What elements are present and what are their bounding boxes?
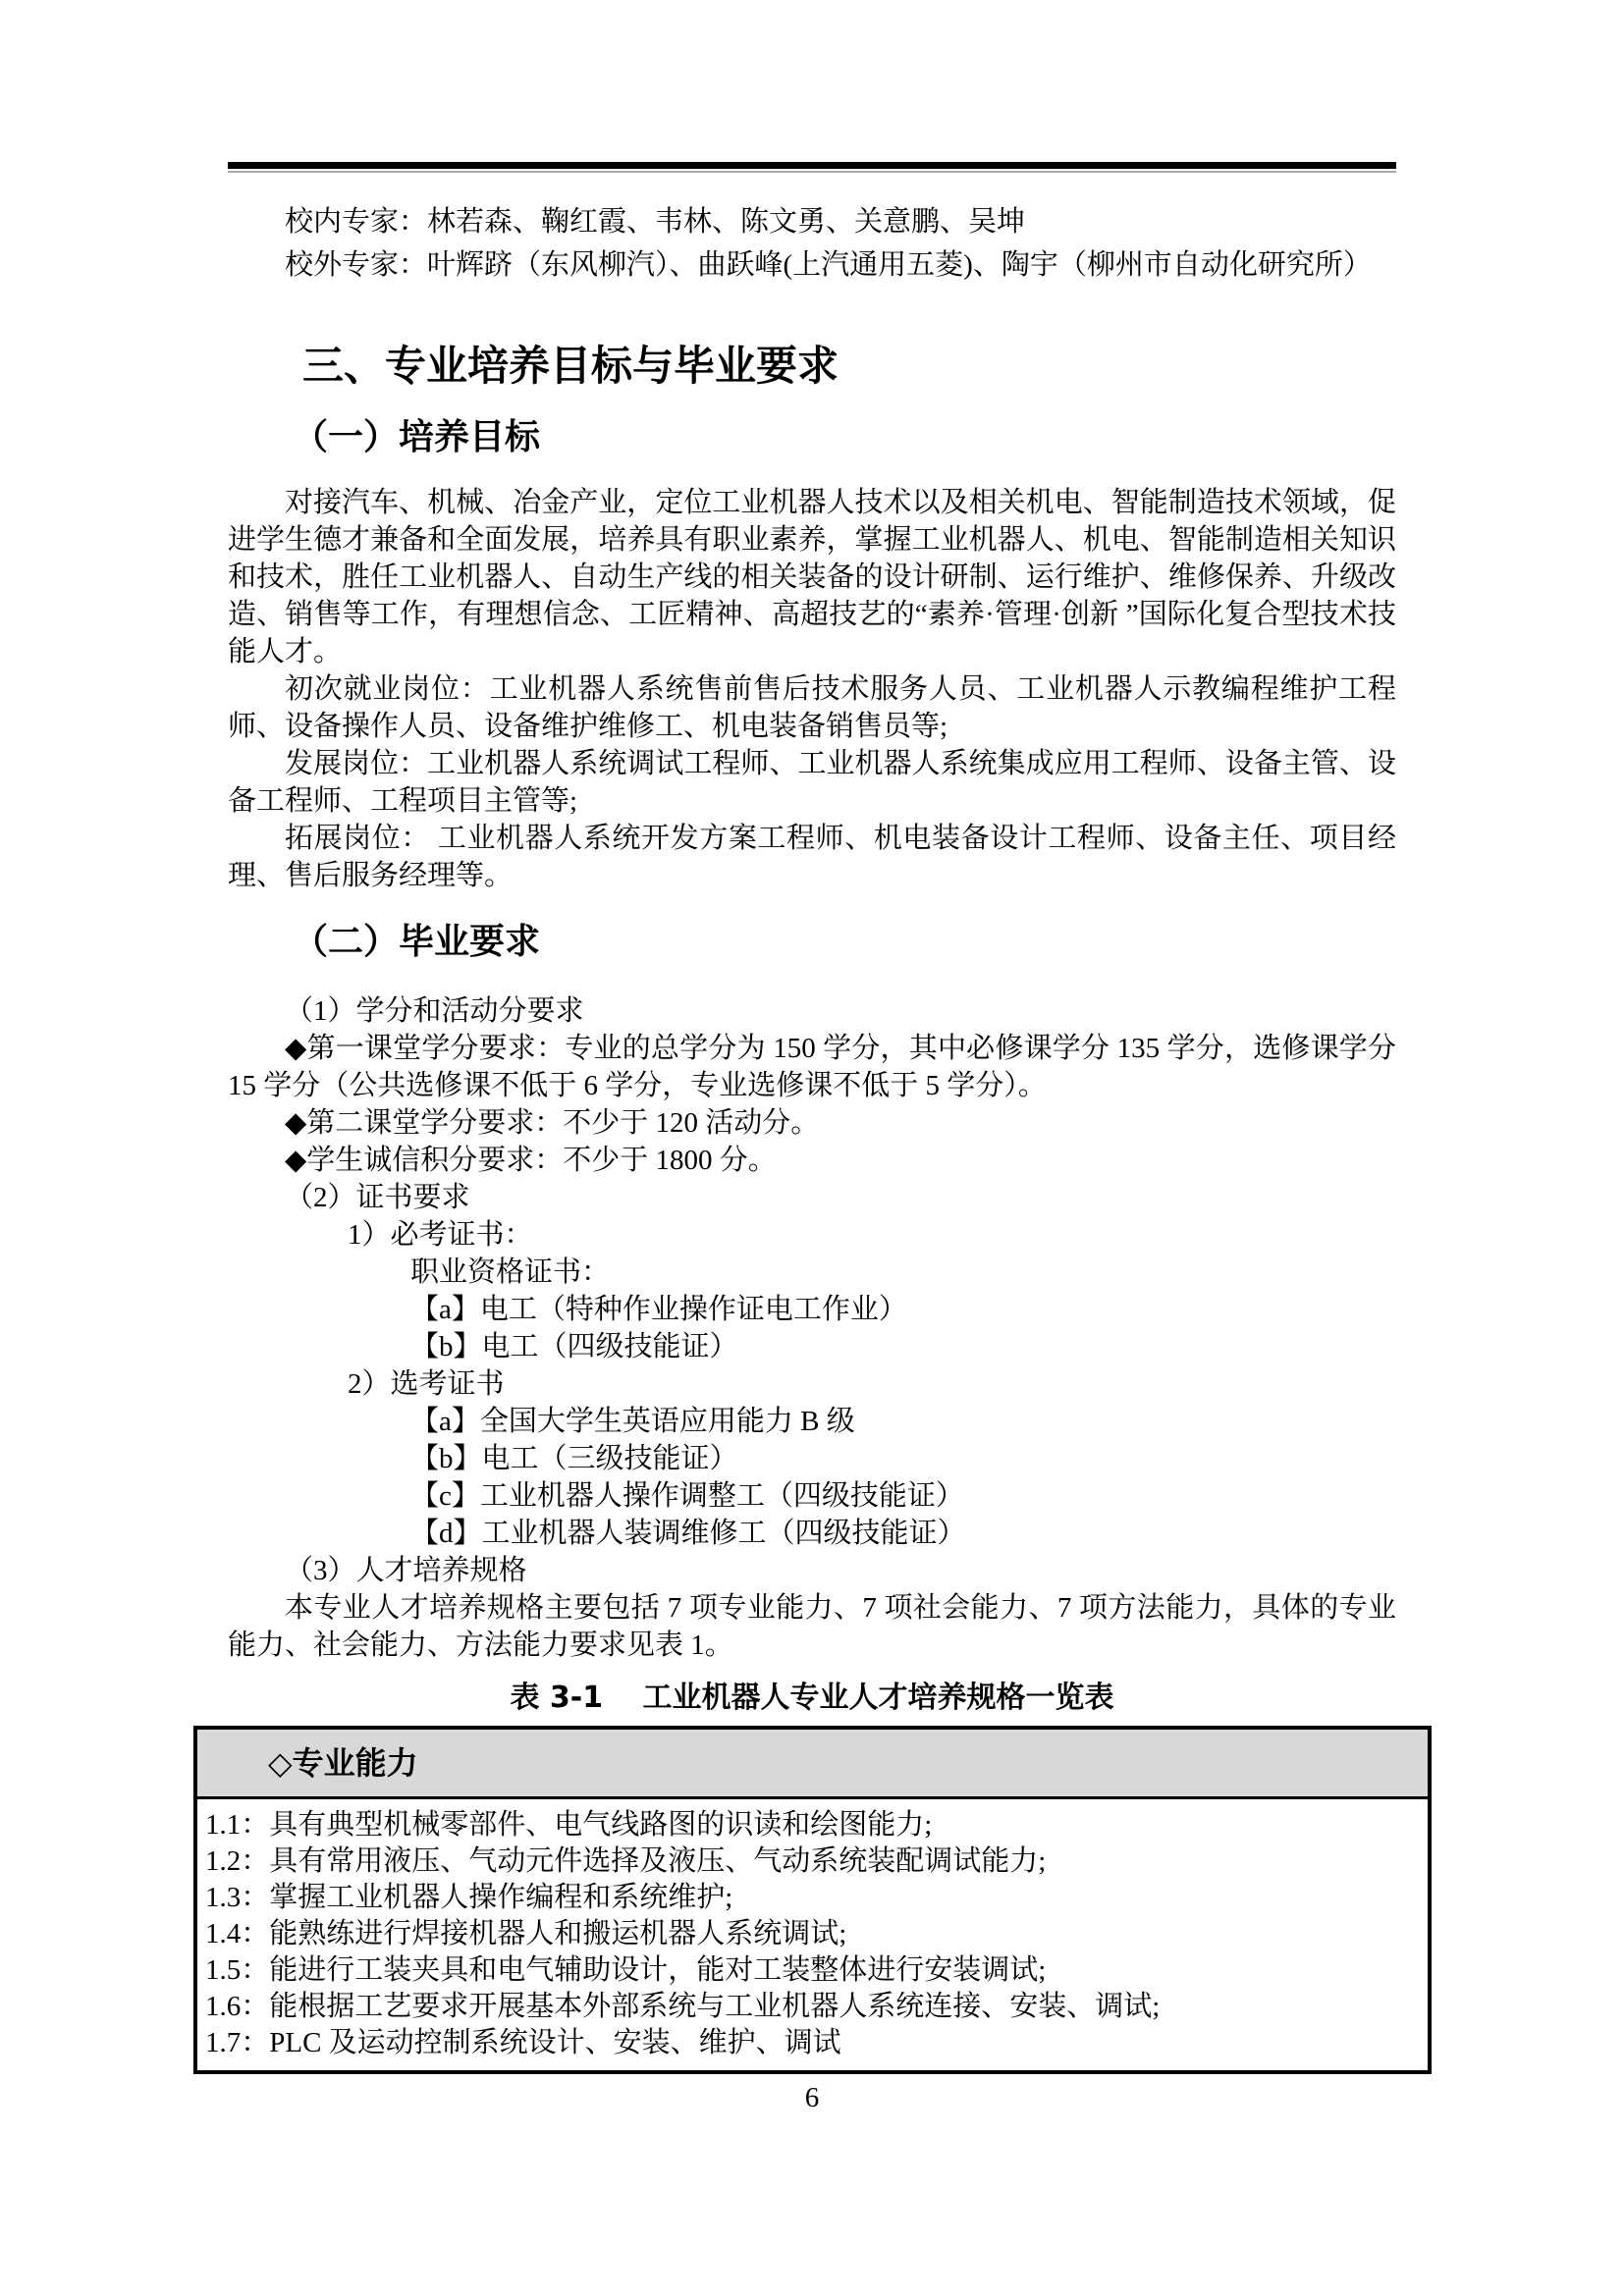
- spec-table: [193, 1726, 1432, 2074]
- table-row: 1.1：具有典型机械零部件、电气线路图的识读和绘图能力;: [205, 1809, 933, 1841]
- internal-experts-line: 校内专家：林若森、鞠红霞、韦林、陈文勇、关意鹏、吴坤: [285, 206, 1026, 238]
- req-talent-spec-title-line: （3）人才培养规格: [285, 1555, 527, 1586]
- section-heading: 三、专业培养目标与毕业要求: [302, 342, 839, 390]
- table-row: 1.5：能进行工装夹具和电气辅助设计，能对工装整体进行安装调试;: [205, 1954, 1047, 1986]
- req-mandatory-cert-a-line: 【a】电工（特种作业操作证电工作业）: [410, 1294, 907, 1325]
- req-optional-cert-d-line: 【d】工业机器人装调维修工（四级技能证）: [410, 1518, 966, 1549]
- req-credits-title-line: （1）学分和活动分要求: [285, 995, 584, 1027]
- req-mandatory-certs-line: 1）必考证书：: [348, 1219, 533, 1251]
- table-row: 1.6：能根据工艺要求开展基本外部系统与工业机器人系统连接、安装、调试;: [205, 1991, 1161, 2022]
- table-row: 1.4：能熟练进行焊接机器人和搬运机器人系统调试;: [205, 1918, 847, 1949]
- training-goal-heading: （一）培养目标: [293, 417, 541, 457]
- external-experts-line: 校外专家：叶辉跻（东风柳汽）、曲跃峰(上汽通用五菱)、陶宇（柳州市自动化研究所）: [285, 249, 1372, 281]
- initial-jobs-paragraph: 初次就业岗位：工业机器人系统售前售后技术服务人员、工业机器人示教编程维护工程师、设备操作人员、设备维护维修工、机电装备销售员等;: [228, 673, 1396, 742]
- table-row: 1.7：PLC 及运动控制系统设计、安装、维护、调试: [205, 2027, 841, 2058]
- development-jobs-paragraph: 发展岗位：工业机器人系统调试工程师、工业机器人系统集成应用工程师、设备主管、设备工程师、工程项目主管等;: [228, 748, 1396, 817]
- header-rule-thick-line: [228, 162, 1396, 169]
- req-optional-certs-line: 2）选考证书: [348, 1368, 505, 1400]
- spec-table-header-cell: ◇专业能力: [197, 1730, 1428, 1799]
- training-goal-paragraph: 对接汽车、机械、冶金产业，定位工业机器人技术以及相关机电、智能制造技术领域，促进学生德才兼备和全面发展，培养具有职业素养，掌握工业机器人、机电、智能制造相关知识和技术，胜任工业机器人、自动生产线的相关装备的设计研制、运行维护、维修保养、升级改造、销售等工作，有理想信念、工匠精神、高超技艺的“素养·管理·创新 ”国际化复合型技术技能人才。: [228, 487, 1396, 667]
- req-optional-cert-a-line: 【a】全国大学生英语应用能力 B 级: [410, 1406, 855, 1437]
- req-vocational-certs-line: 职业资格证书：: [410, 1256, 611, 1288]
- req-optional-cert-b-line: 【b】电工（三级技能证）: [410, 1443, 738, 1474]
- table-caption: 表 3-1 工业机器人专业人才培养规格一览表: [510, 1681, 1114, 1715]
- header-rule-thin-line: [228, 171, 1396, 173]
- table-row: 1.3：掌握工业机器人操作编程和系统维护;: [205, 1882, 733, 1913]
- req-integrity-points-line: ◆学生诚信积分要求：不少于 1800 分。: [285, 1145, 777, 1176]
- req-first-class-credits-line: ◆第一课堂学分要求：专业的总学分为 150 学分，其中必修课学分 135 学分，选修课学分 15 学分（公共选修课不低于 6 学分，专业选修课不低于 5 学分）。: [228, 1033, 1396, 1101]
- graduation-req-heading: （二）毕业要求: [293, 922, 541, 962]
- req-certificates-title-line: （2）证书要求: [285, 1182, 470, 1213]
- req-optional-cert-c-line: 【c】工业机器人操作调整工（四级技能证）: [410, 1480, 964, 1512]
- table-row: 1.2：具有常用液压、气动元件选择及液压、气动系统装配调试能力;: [205, 1845, 1047, 1877]
- req-talent-spec-summary-line: 本专业人才培养规格主要包括 7 项专业能力、7 项社会能力、7 项方法能力，具体的专业能力、社会能力、方法能力要求见表 1。: [228, 1592, 1396, 1661]
- spec-table-body: [197, 1799, 1428, 2070]
- graduation-req-list: [228, 992, 1396, 1664]
- extended-jobs-paragraph: 拓展岗位： 工业机器人系统开发方案工程师、机电装备设计工程师、设备主任、项目经理、售后服务经理等。: [228, 823, 1396, 891]
- req-second-class-credits-line: ◆第二课堂学分要求：不少于 120 活动分。: [285, 1107, 820, 1139]
- req-mandatory-cert-b-line: 【b】电工（四级技能证）: [410, 1331, 738, 1362]
- experts-section: [228, 200, 1396, 287]
- training-goal-paragraphs: [228, 484, 1396, 894]
- page-header-rule: [228, 162, 1396, 173]
- page-number: 6: [804, 2082, 820, 2113]
